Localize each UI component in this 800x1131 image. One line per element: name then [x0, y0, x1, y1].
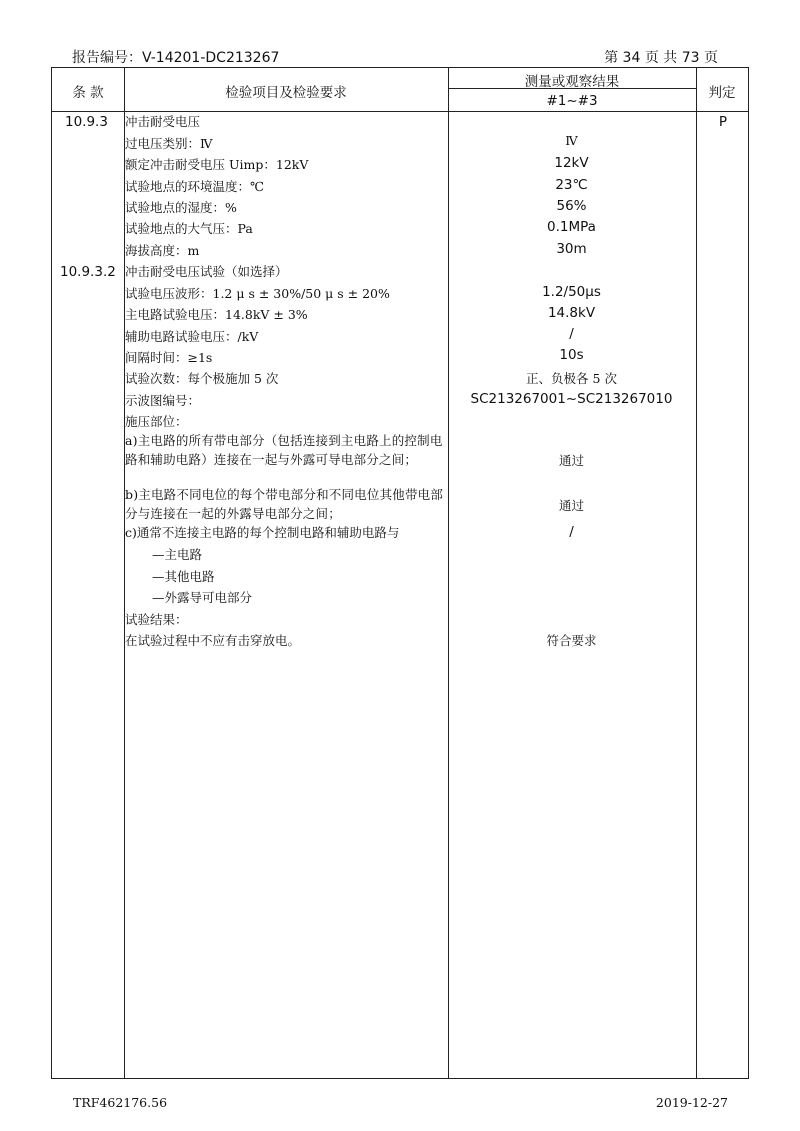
- requirement-text: —其他电路: [152, 569, 215, 584]
- issue-date: 2019-12-27: [655, 1095, 728, 1110]
- column-header-results: 测量或观察结果: [524, 74, 620, 90]
- result-value: 10s: [559, 347, 584, 363]
- result-value: /: [569, 326, 574, 342]
- result-value: /: [569, 524, 574, 540]
- clause-number: 10.9.3: [65, 114, 108, 130]
- result-value: Ⅳ: [565, 133, 578, 148]
- column-header-verdict: 判定: [708, 85, 736, 101]
- requirement-text: 试验地点的环境温度：℃: [125, 179, 264, 194]
- result-value: 符合要求: [546, 633, 597, 648]
- form-number: TRF462176.56: [73, 1095, 168, 1110]
- requirement-text: 额定冲击耐受电压 Uimp：12kV: [125, 157, 309, 172]
- requirement-text: 主电路试验电压：14.8kV ± 3%: [125, 307, 308, 322]
- requirement-text: c)通常不连接主电路的每个控制电路和辅助电路与: [125, 525, 400, 540]
- page-indicator: 第 34 页 共 73 页: [604, 50, 718, 66]
- requirement-text: 试验电压波形：1.2 μ s ± 30%/50 μ s ± 20%: [125, 286, 390, 301]
- requirement-text: 过电压类别：Ⅳ: [125, 136, 213, 151]
- requirement-text: a)主电路的所有带电部分（包括连接到主电路上的控制电路和辅助电路）连接在一起与外露可导电部分之间；: [125, 433, 443, 467]
- result-value: 通过: [558, 498, 584, 513]
- result-value: 30m: [556, 241, 587, 257]
- result-value: 56%: [556, 198, 587, 214]
- requirement-text: —外露导可电部分: [152, 590, 253, 605]
- result-value: 14.8kV: [547, 305, 596, 321]
- requirement-text: 冲击耐受电压: [125, 114, 201, 129]
- column-header-samples: #1~#3: [546, 93, 598, 109]
- result-value: 1.2/50μs: [542, 284, 601, 300]
- column-header-requirement: 检验项目及检验要求: [225, 85, 347, 101]
- requirement-text: b)主电路不同电位的每个带电部分和不同电位其他带电部分与连接在一起的外露导电部分之间；: [125, 487, 444, 521]
- result-value: 23℃: [555, 177, 588, 193]
- result-value: 正、负极各 5 次: [526, 371, 617, 386]
- result-value: 0.1MPa: [547, 219, 596, 235]
- result-value: 通过: [558, 453, 584, 468]
- result-value: 12kV: [554, 155, 589, 171]
- requirement-text: 在试验过程中不应有击穿放电。: [125, 633, 301, 648]
- report-number: 报告编号：V-14201-DC213267: [72, 50, 280, 66]
- requirement-text: 施压部位：: [125, 414, 188, 429]
- requirement-text: 试验地点的大气压：Pa: [125, 221, 253, 236]
- result-value: SC213267001~SC213267010: [470, 391, 673, 407]
- divider: [696, 68, 697, 1078]
- clause-number: 10.9.3.2: [60, 264, 116, 280]
- column-header-clause: 条 款: [72, 85, 104, 101]
- requirement-text: 冲击耐受电压试验（如选择）: [125, 264, 288, 279]
- requirement-text: 海拔高度：m: [125, 243, 200, 258]
- requirement-text: 试验地点的湿度：%: [125, 200, 237, 215]
- requirement-text: 辅助电路试验电压：/kV: [125, 329, 259, 344]
- requirement-text: 间隔时间：≥1s: [125, 350, 213, 365]
- requirement-text: 试验次数：每个极施加 5 次: [125, 371, 279, 386]
- requirement-text: 试验结果：: [125, 612, 188, 627]
- verdict-value: P: [718, 114, 728, 130]
- requirement-text: —主电路: [152, 547, 203, 562]
- requirement-text: 示波图编号：: [125, 393, 201, 408]
